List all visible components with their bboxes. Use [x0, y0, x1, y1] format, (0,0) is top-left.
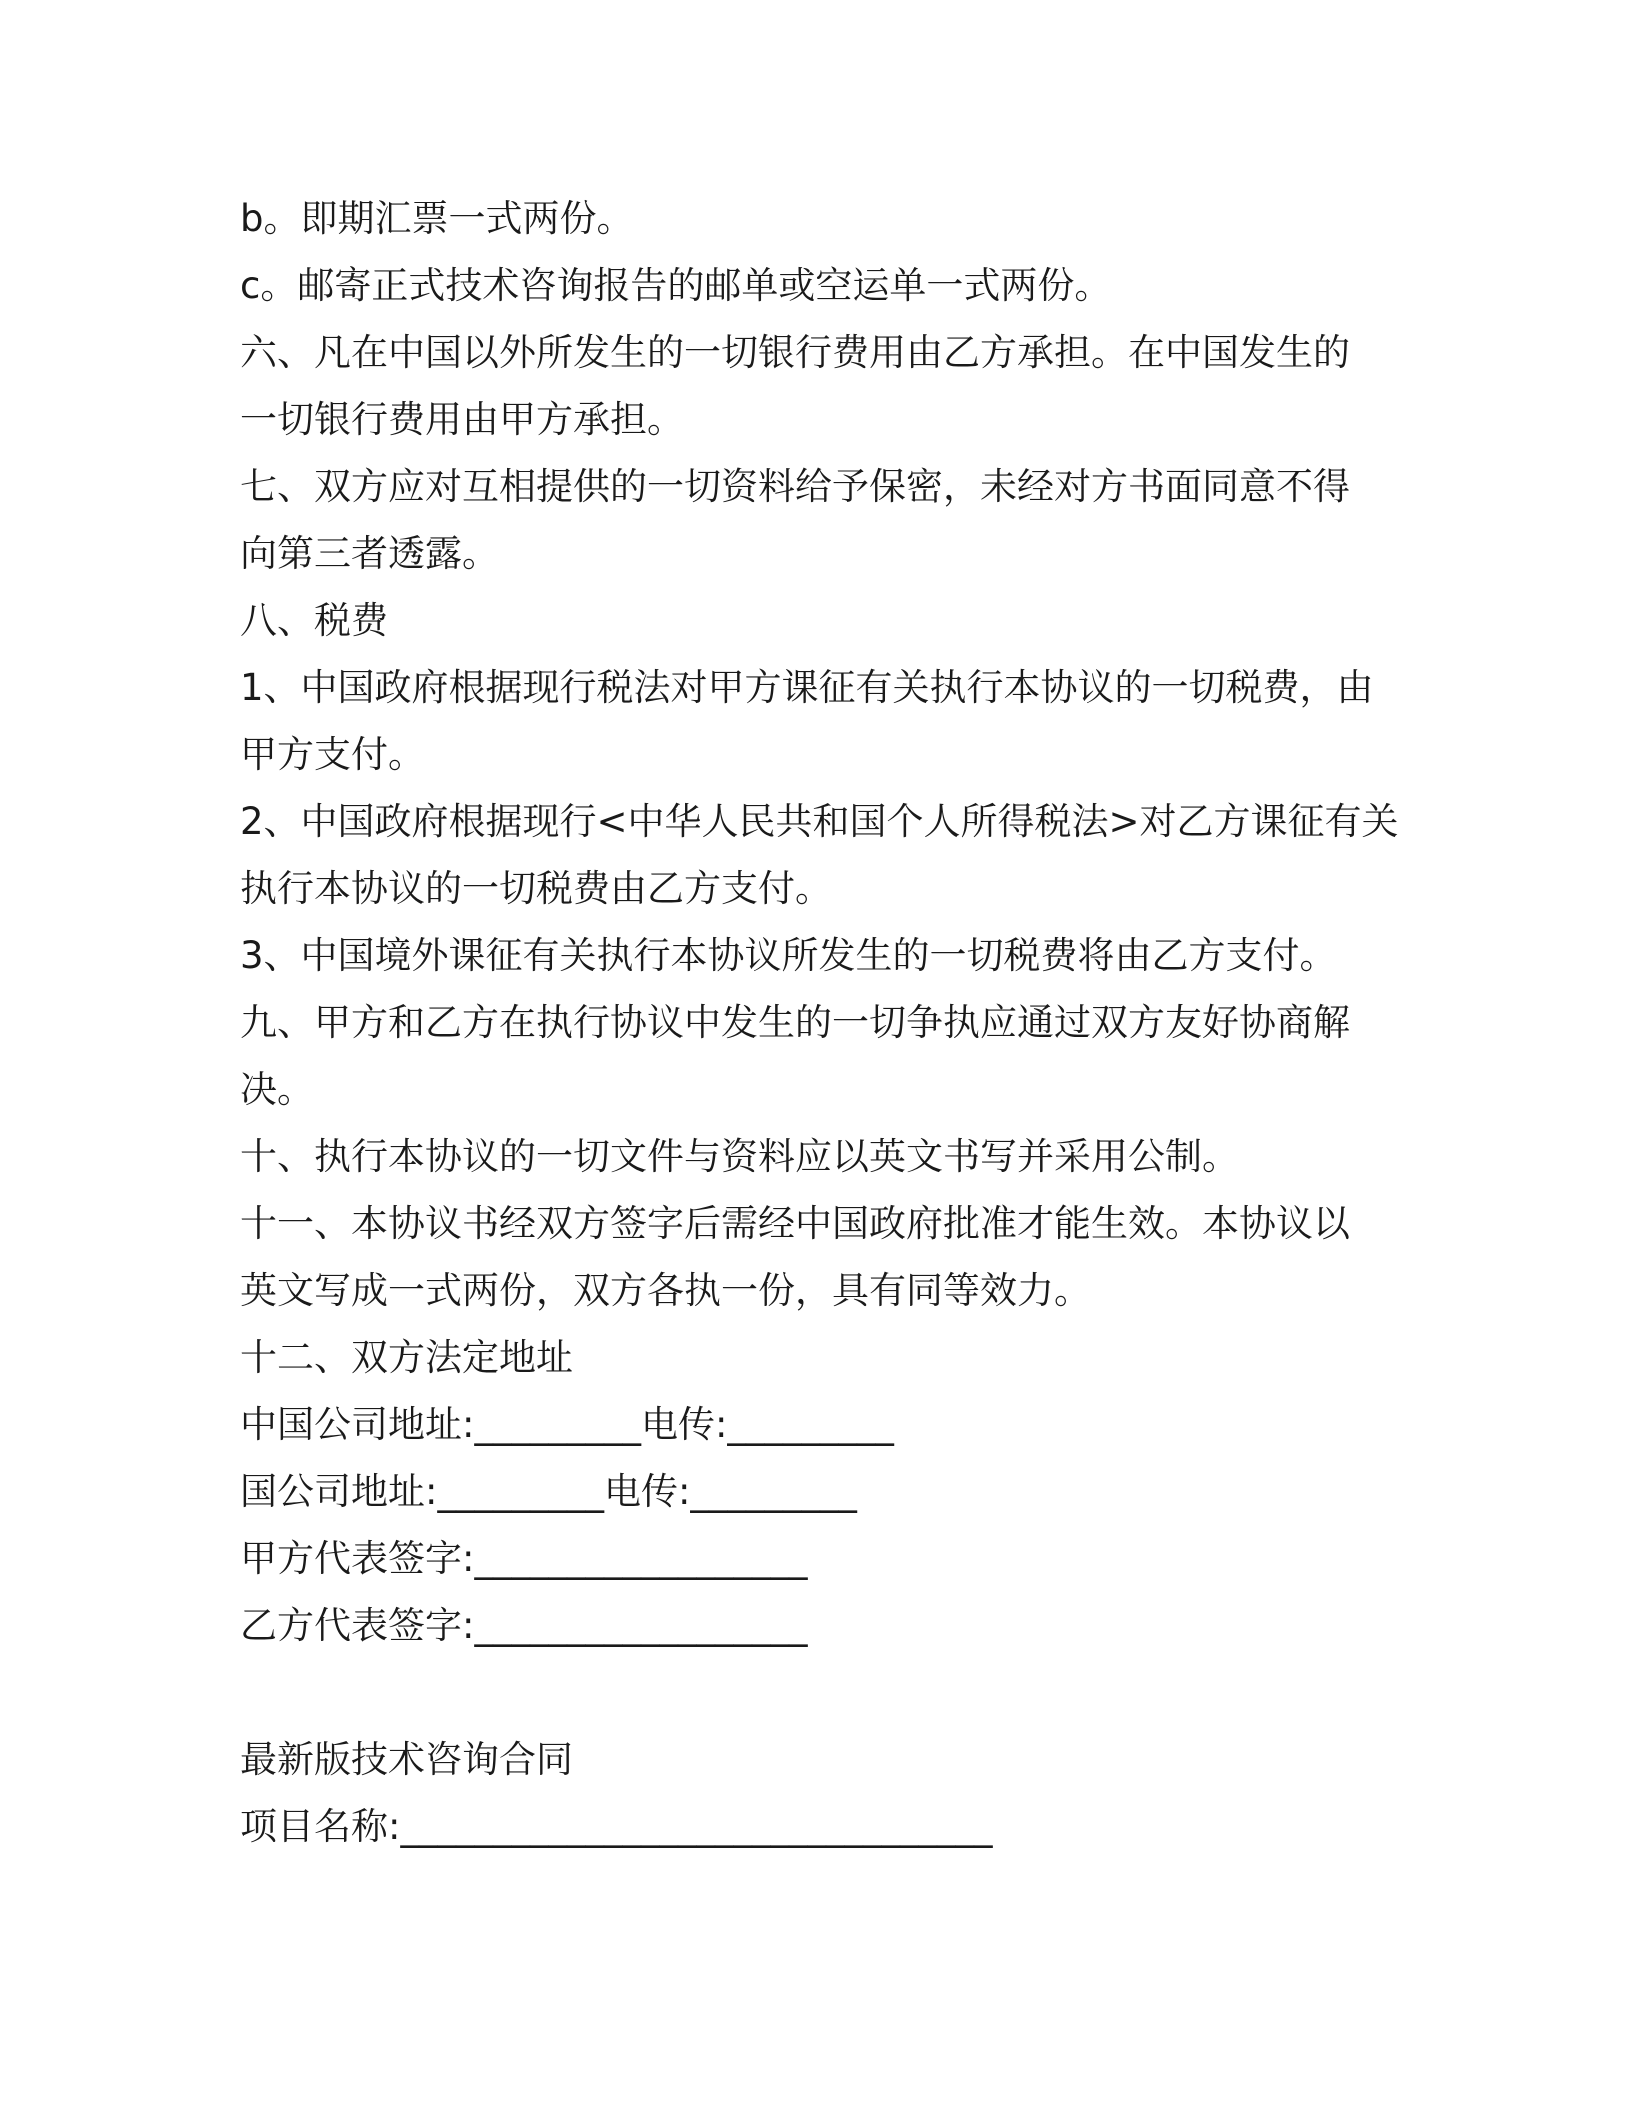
section-gap	[240, 1659, 1420, 1726]
text-line: b。即期汇票一式两份。	[240, 197, 634, 240]
text-line: 九、甲方和乙方在执行协议中发生的一切争执应通过双方友好协商解	[240, 1001, 1350, 1044]
text-line: 七、双方应对互相提供的一切资料给予保密，未经对方书面同意不得	[240, 465, 1350, 508]
section-heading-addresses: 十二、双方法定地址	[240, 1336, 573, 1379]
project-name-field: 项目名称:________________________________	[240, 1805, 993, 1848]
text-line: 十、执行本协议的一切文件与资料应以英文书写并采用公制。	[240, 1135, 1239, 1178]
text-line: 一切银行费用由甲方承担。	[240, 398, 684, 441]
text-line: 执行本协议的一切税费由乙方支付。	[240, 867, 832, 910]
china-company-address-field: 中国公司地址:_________电传:_________	[240, 1403, 894, 1446]
text-line: c。邮寄正式技术咨询报告的邮单或空运单一式两份。	[240, 264, 1112, 307]
text-line: 英文写成一式两份，双方各执一份，具有同等效力。	[240, 1269, 1091, 1312]
text-line: 2、中国政府根据现行<中华人民共和国个人所得税法>对乙方课征有关	[240, 800, 1399, 843]
text-line: 1、中国政府根据现行税法对甲方课征有关执行本协议的一切税费，由	[240, 666, 1374, 709]
document-body	[240, 185, 1420, 1860]
foreign-company-address-field: 国公司地址:_________电传:_________	[240, 1470, 857, 1513]
text-line: 甲方支付。	[240, 733, 425, 776]
party-a-signature-field: 甲方代表签字:__________________	[240, 1537, 808, 1580]
text-line: 向第三者透露。	[240, 532, 499, 575]
next-contract-title: 最新版技术咨询合同	[240, 1738, 573, 1781]
text-line: 3、中国境外课征有关执行本协议所发生的一切税费将由乙方支付。	[240, 934, 1337, 977]
section-heading-taxes: 八、税费	[240, 599, 388, 642]
text-line: 十一、本协议书经双方签字后需经中国政府批准才能生效。本协议以	[240, 1202, 1350, 1245]
text-line: 六、凡在中国以外所发生的一切银行费用由乙方承担。在中国发生的	[240, 331, 1350, 374]
text-line: 决。	[240, 1068, 314, 1111]
party-b-signature-field: 乙方代表签字:__________________	[240, 1604, 808, 1647]
